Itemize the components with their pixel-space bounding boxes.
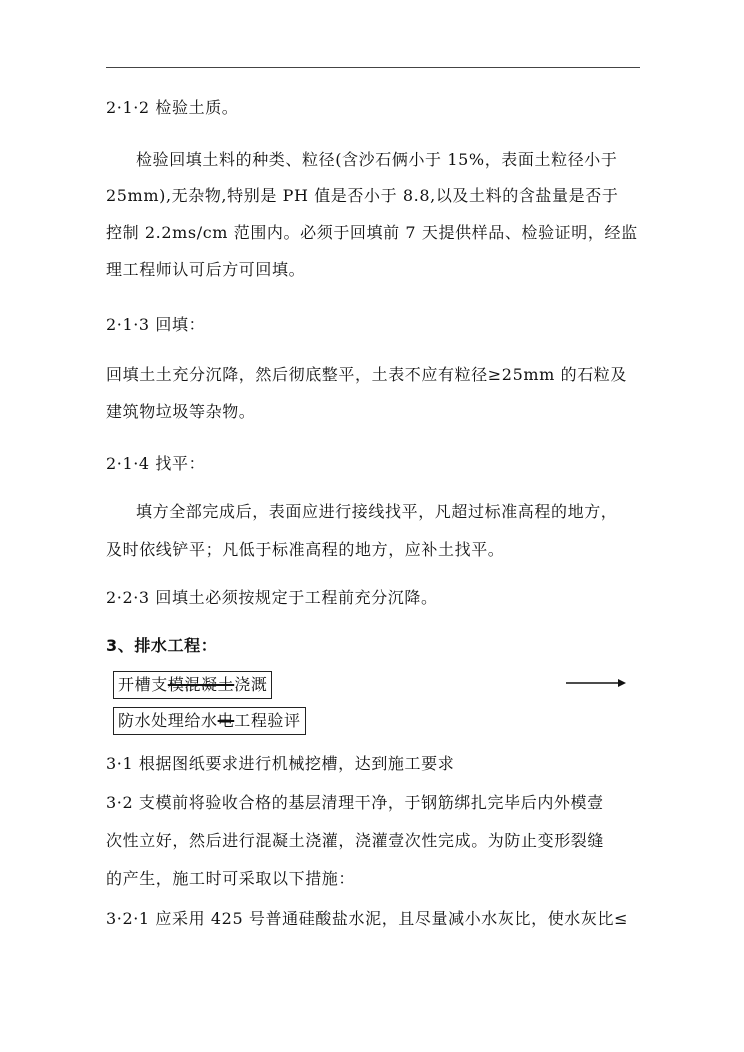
- paragraph-line: 25mm),无杂物,特别是 PH 值是否小于 8.8,以及土料的含盐量是否于: [106, 186, 619, 205]
- flow-box-text: 工程验评: [234, 711, 301, 730]
- section-3-2-line: 次性立好，然后进行混凝土浇灌，浇灌壹次性完成。为防止变形裂缝: [106, 831, 605, 850]
- paragraph-line: 理工程师认可后方可回填。: [106, 260, 306, 279]
- paragraph-line: 回填土土充分沉降，然后彻底整平，土表不应有粒径≥25mm 的石粒及: [106, 365, 627, 384]
- flow-box-text: 防水处理给水: [118, 711, 218, 730]
- flow-box-struck-text: 模混凝土: [167, 675, 235, 694]
- section-3-2-1-line: 3·2·1 应采用 425 号普通硅酸盐水泥，且尽量减小水灰比，使水灰比≤: [106, 909, 629, 928]
- paragraph-line: 控制 2.2ms/cm 范围内。必须于回填前 7 天提供样品、检验证明，经监: [106, 223, 638, 242]
- section-2-2-3: 2·2·3 回填土必须按规定于工程前充分沉降。: [106, 588, 438, 607]
- section-3-heading: 3、排水工程：: [106, 636, 218, 655]
- flow-box-excavation: [113, 671, 272, 699]
- header-rule: [106, 67, 640, 68]
- section-3-2-line: 的产生，施工时可采取以下措施：: [106, 869, 356, 888]
- section-2-1-2-heading: 2·1·2 检验土质。: [106, 98, 239, 117]
- flow-box-waterproofing: [113, 707, 306, 735]
- paragraph-line: 建筑物垃圾等杂物。: [106, 402, 256, 421]
- flow-box-text: 浇溉: [234, 675, 268, 694]
- section-2-1-3-heading: 2·1·3 回填：: [106, 315, 206, 334]
- paragraph-line: 填方全部完成后，表面应进行接线找平，凡超过标准高程的地方，: [136, 502, 618, 521]
- paragraph-line: 检验回填土料的种类、粒径(含沙石俩小于 15%，表面土粒径小于: [136, 150, 618, 169]
- paragraph-line: 及时依线铲平；凡低于标准高程的地方，应补土找平。: [106, 540, 505, 559]
- flow-box-text: 开槽支: [118, 675, 168, 694]
- section-3-1: 3·1 根据图纸要求进行机械挖槽，达到施工要求: [106, 754, 455, 773]
- arrow-right-icon: [566, 682, 626, 684]
- section-3-2-line: 3·2 支模前将验收合格的基层清理干净，于钢筋绑扎完毕后内外模壹: [106, 793, 604, 812]
- flow-box-struck-text: 电: [217, 711, 235, 730]
- section-2-1-4-heading: 2·1·4 找平：: [106, 454, 206, 473]
